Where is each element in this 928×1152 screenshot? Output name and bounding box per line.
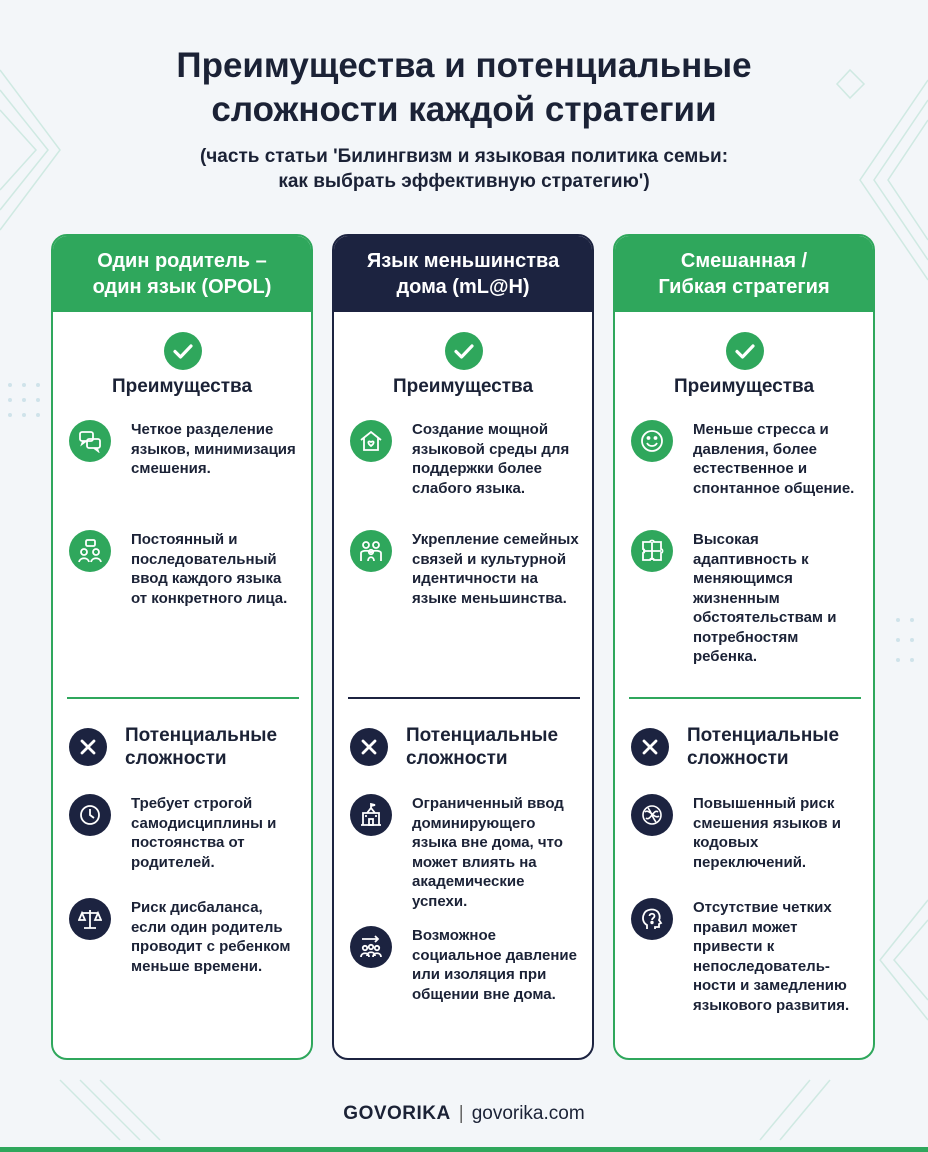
con-text: Требует строгой самодисциплины и постоянства от родителей. bbox=[131, 795, 277, 871]
card-title-line-1: Один родитель – bbox=[97, 250, 267, 272]
puzzle-icon bbox=[631, 530, 673, 572]
pros-heading: Преимущества bbox=[392, 376, 534, 397]
cons-heading bbox=[125, 724, 277, 770]
pro-text: Укрепление семейных связей и культурной идентичности на языке меньшинства. bbox=[412, 531, 579, 607]
cons-heading bbox=[406, 724, 558, 770]
check-icon bbox=[445, 332, 483, 370]
section-divider bbox=[348, 697, 580, 699]
page-subtitle bbox=[0, 144, 928, 194]
card-mlah bbox=[332, 234, 594, 1060]
con-text: Риск дисбаланса, если один родитель проводит с ребенком меньше времени. bbox=[131, 899, 291, 975]
cons-header bbox=[350, 724, 582, 770]
card-header bbox=[615, 236, 873, 312]
page-title bbox=[0, 44, 928, 132]
clock-icon bbox=[69, 794, 111, 836]
pros-heading: Преимущества bbox=[673, 376, 815, 397]
school-icon bbox=[350, 794, 392, 836]
group-arrow-icon bbox=[350, 926, 392, 968]
scales-icon bbox=[69, 898, 111, 940]
bottom-accent-line bbox=[0, 1147, 928, 1152]
section-divider bbox=[67, 697, 299, 699]
cons-header bbox=[69, 724, 301, 770]
cons-header bbox=[631, 724, 863, 770]
pro-text: Высокая адаптивность к меняющимся жизненным обстоятельствам и потребностям ребенка. bbox=[693, 531, 837, 665]
card-title-line-2: один язык (OPOL) bbox=[92, 276, 272, 298]
card-opol bbox=[51, 234, 313, 1060]
cons-heading-line-1: Потенциальные bbox=[125, 725, 278, 746]
head-question-icon bbox=[631, 898, 673, 940]
smile-icon bbox=[631, 420, 673, 462]
footer-brand: GOVORIKA bbox=[343, 1103, 451, 1124]
family-icon bbox=[350, 530, 392, 572]
con-text: Возможное социальное давление или изоляция при общении вне дома. bbox=[412, 927, 577, 1003]
close-icon bbox=[631, 728, 669, 766]
close-icon bbox=[350, 728, 388, 766]
section-divider bbox=[629, 697, 861, 699]
chat-bubbles-icon bbox=[69, 420, 111, 462]
footer-separator: | bbox=[458, 1103, 464, 1124]
subtitle-line-2: как выбрать эффективную стратегию') bbox=[278, 171, 650, 192]
title-line-1: Преимущества и потенциальные bbox=[176, 46, 752, 85]
house-heart-icon bbox=[350, 420, 392, 462]
card-title-line-2: дома (mL@H) bbox=[396, 276, 530, 298]
card-header bbox=[334, 236, 592, 312]
card-title-line-1: Язык меньшинства bbox=[366, 250, 560, 272]
cons-heading-line-1: Потенциальные bbox=[687, 725, 840, 746]
title-line-2: сложности каждой стратегии bbox=[211, 90, 717, 129]
close-icon bbox=[69, 728, 107, 766]
cons-heading-line-1: Потенциальные bbox=[406, 725, 559, 746]
card-mixed bbox=[613, 234, 875, 1060]
card-title-line-2: Гибкая стратегия bbox=[658, 276, 830, 298]
check-icon bbox=[726, 332, 764, 370]
people-talking-icon bbox=[69, 530, 111, 572]
pro-text: Меньше стресса и давления, более естественное и спонтанное общение. bbox=[693, 421, 855, 497]
footer-site-link[interactable]: govorika.com bbox=[471, 1103, 585, 1124]
card-header bbox=[53, 236, 311, 312]
pro-text: Постоянный и последовательный ввод каждого языка от конкретного лица. bbox=[131, 531, 288, 607]
cons-heading bbox=[687, 724, 839, 770]
pros-heading: Преимущества bbox=[111, 376, 253, 397]
tangle-icon bbox=[631, 794, 673, 836]
cons-heading-line-2: сложности bbox=[406, 748, 508, 769]
con-text: Ограниченный ввод доминирующего языка вне дома, что может влиять на академические успехи. bbox=[412, 795, 564, 910]
pro-text: Создание мощной языковой среды для поддержки более слабого языка. bbox=[412, 421, 570, 497]
check-icon bbox=[164, 332, 202, 370]
pro-text: Четкое разделение языков, минимизация смешения. bbox=[131, 421, 296, 477]
subtitle-line-1: (часть статьи 'Билингвизм и языковая политика семьи: bbox=[199, 146, 729, 167]
cons-heading-line-2: сложности bbox=[687, 748, 789, 769]
con-text: Повышенный риск смешения языков и кодовых переключений. bbox=[693, 795, 841, 871]
con-text: Отсутствие четких правил может привести к непоследователь-ности и замедлению языкового развития. bbox=[693, 899, 850, 1014]
cons-heading-line-2: сложности bbox=[125, 748, 227, 769]
footer bbox=[0, 1101, 928, 1127]
card-title-line-1: Смешанная / bbox=[680, 250, 808, 272]
